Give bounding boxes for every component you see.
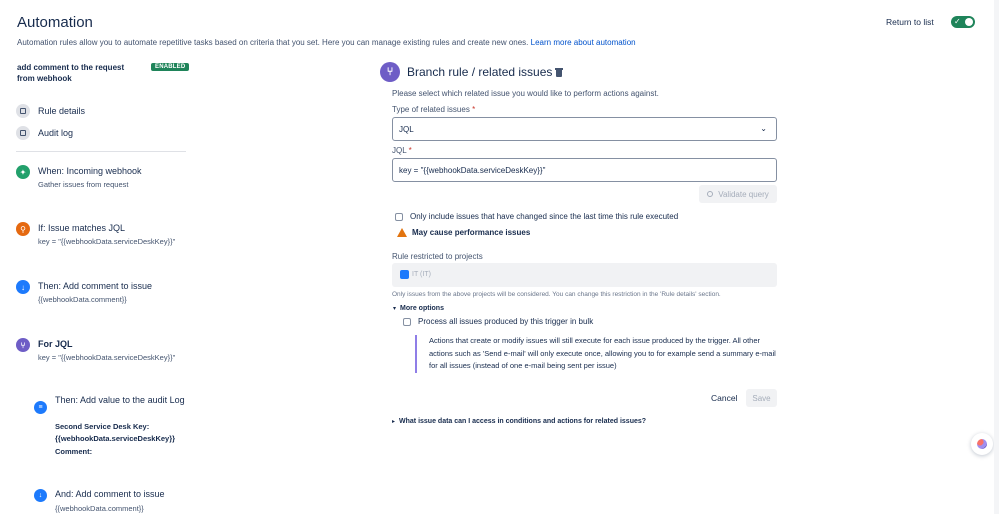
step-and-title: And: Add comment to issue: [55, 489, 165, 499]
assistant-icon: [977, 439, 987, 449]
cancel-button[interactable]: Cancel: [711, 393, 738, 403]
restricted-help: Only issues from the above projects will be considered. You can change this restriction in the 'Rule details' section.: [392, 291, 721, 298]
page-title: Automation: [17, 14, 93, 31]
only-changed-label: Only include issues that have changed since the last time this rule executed: [410, 212, 679, 221]
chevron-right-icon: ▸: [392, 419, 396, 425]
toggle-knob: [965, 18, 973, 26]
required-marker: *: [472, 105, 476, 114]
trash-icon[interactable]: [555, 68, 563, 77]
rule-enabled-toggle[interactable]: [951, 16, 975, 28]
type-select-value: JQL: [399, 125, 414, 134]
only-changed-option[interactable]: [395, 212, 678, 221]
step-for-title: For JQL: [38, 339, 73, 349]
chevron-down-icon: ⌄: [760, 124, 767, 133]
more-options-toggle[interactable]: [393, 305, 444, 312]
branch-icon: ⑂: [380, 62, 400, 82]
validate-label: Validate query: [718, 189, 769, 199]
search-icon: [707, 191, 713, 197]
branch-icon: ⑂: [16, 338, 30, 352]
bulk-label: Process all issues produced by this trigger in bulk: [418, 317, 594, 326]
nav-audit-log[interactable]: [16, 126, 73, 140]
only-changed-checkbox[interactable]: [395, 213, 403, 221]
validate-query-button[interactable]: [699, 185, 777, 203]
rule-name: add comment to the request from webhook: [17, 63, 125, 83]
performance-warning: [397, 228, 530, 237]
step-and-sub: {{webhookData.comment}}: [55, 504, 144, 513]
check-icon: ✓: [954, 17, 961, 26]
step-for-sub: key = "{{webhookData.serviceDeskKey}}": [38, 353, 176, 362]
type-select[interactable]: [392, 117, 777, 141]
project-icon: [400, 270, 409, 279]
bulk-option[interactable]: [403, 317, 593, 326]
step-then-title: Then: Add comment to issue: [38, 281, 153, 291]
chevron-down-icon: ▾: [393, 306, 397, 312]
sidebar-divider: [16, 151, 186, 152]
projects-field: [392, 263, 777, 287]
type-label-text: Type of related issues: [392, 105, 470, 114]
bulk-info: Actions that create or modify issues will still execute for each issue produced by the trigger. All other actions such as 'Send e-mail' will only execute once, allowing you to for example send a summary e-mail for all issues (instead of one e-mail being sent per issue): [415, 335, 780, 373]
step-when-title: When: Incoming webhook: [38, 166, 142, 176]
project-tag-label: IT (IT): [412, 271, 431, 278]
comment-icon: ↓: [16, 280, 30, 294]
audit-meta-line3: Comment:: [55, 447, 93, 456]
status-badge: ENABLED: [151, 63, 189, 71]
comment-icon: ↓: [34, 489, 47, 502]
nav-audit-log-label: Audit log: [38, 128, 74, 138]
project-tag: [400, 270, 431, 279]
description-text: Automation rules allow you to automate repetitive tasks based on criteria that you set. Here you can manage existing rules and create new ones.: [17, 38, 529, 47]
audit-meta-line2: {{webhookData.serviceDeskKey}}: [55, 434, 176, 443]
document-icon: [16, 104, 30, 118]
page-description: [17, 38, 636, 47]
webhook-icon: ✦: [16, 165, 30, 179]
type-label: [392, 105, 475, 114]
save-button[interactable]: Save: [746, 389, 777, 407]
assistant-button[interactable]: [971, 433, 993, 455]
audit-meta-line1: Second Service Desk Key:: [55, 422, 150, 431]
required-marker: *: [408, 146, 412, 155]
step-audit-title: Then: Add value to the audit Log: [55, 395, 185, 405]
nav-rule-details[interactable]: [16, 104, 85, 118]
step-if-title: If: Issue matches JQL: [38, 223, 126, 233]
bulk-checkbox[interactable]: [403, 318, 411, 326]
warning-icon: [397, 228, 407, 237]
more-options-label: More options: [400, 305, 444, 312]
step-if-sub: key = "{{webhookData.serviceDeskKey}}": [38, 237, 176, 246]
return-to-list-link[interactable]: Return to list: [886, 17, 934, 27]
nav-rule-details-label: Rule details: [38, 106, 86, 116]
jql-label-text: JQL: [392, 146, 407, 155]
restricted-label: Rule restricted to projects: [392, 252, 483, 261]
list-icon: ≡: [34, 401, 47, 414]
audit-icon: [16, 126, 30, 140]
faq-label: What issue data can I access in conditions and actions for related issues?: [399, 418, 647, 425]
scrollbar[interactable]: [994, 0, 999, 514]
faq-expander[interactable]: [392, 418, 646, 425]
learn-more-link[interactable]: Learn more about automation: [530, 38, 636, 47]
step-then-sub: {{webhookData.comment}}: [38, 295, 127, 304]
panel-title: Branch rule / related issues: [407, 65, 553, 79]
panel-instructions: Please select which related issue you would like to perform actions against.: [392, 89, 659, 98]
jql-label: [392, 146, 412, 155]
jql-input[interactable]: key = "{{webhookData.serviceDeskKey}}": [392, 158, 777, 182]
step-when-sub: Gather issues from request: [38, 180, 129, 189]
search-icon: ⚲: [16, 222, 30, 236]
warning-text: May cause performance issues: [412, 228, 531, 237]
